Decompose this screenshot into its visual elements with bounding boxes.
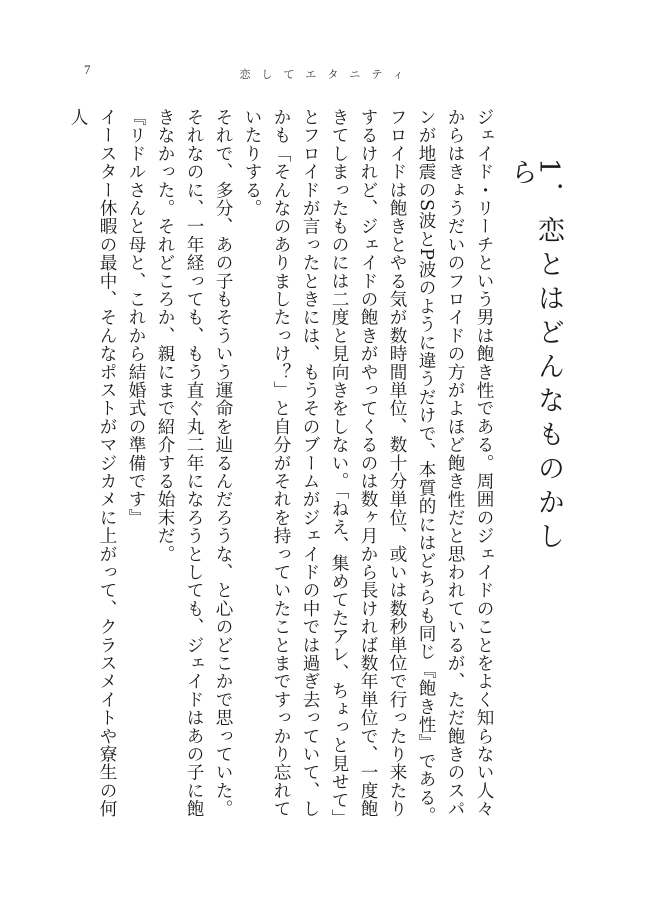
body-text [68, 108, 498, 828]
page-number: 7 [84, 62, 91, 77]
paragraph: イースター休暇の最中、そんなポストがマジカメに上がって、クラスメイトや寮生の何人 [68, 108, 117, 818]
paragraph: それで、多分、あの子もそういう運命を辿るんだろうな、と心のどこかで思っていた。それなのに、一年経っても、もう直ぐ丸二年になろうとしても、ジェイドはあの子に飽きなかった。それどころか、親にまで紹介する始末だ。 [155, 108, 233, 818]
paragraph: ジェイド・リーチという男は飽き性である。周囲のジェイドのことをよく知らない人々からはきょうだいのフロイドの方がよほど飽き性だと思われているが、ただ飽きのスパンが地震のS波とP波のように違うだけで、本質的にはどちらも同じ『飽き性』である。フロイドは飽きとやる気が数時間単位、数十分単位、或いは数秒単位で行ったり来たりするけれど、ジェイドの飽きがやってくるのは数ヶ月から長ければ数年単位で、一度飽きてしまったものには二度と見向きをしない。「ねえ、集めてたアレ、ちょっと見せて」とフロイドが言ったときには、もうそのブームがジェイドの中では過ぎ去っていて、しかも「そんなのありましたっけ？」と自分がそれを持っていたことまですっかり忘れていたりする。 [242, 108, 494, 828]
running-header: 恋してエタニティ [239, 68, 415, 81]
chapter-title: 1．恋とはどんなものかしら [506, 158, 564, 557]
paragraph: 『リドルさんと母と、これから結婚式の準備です』 [126, 108, 146, 527]
